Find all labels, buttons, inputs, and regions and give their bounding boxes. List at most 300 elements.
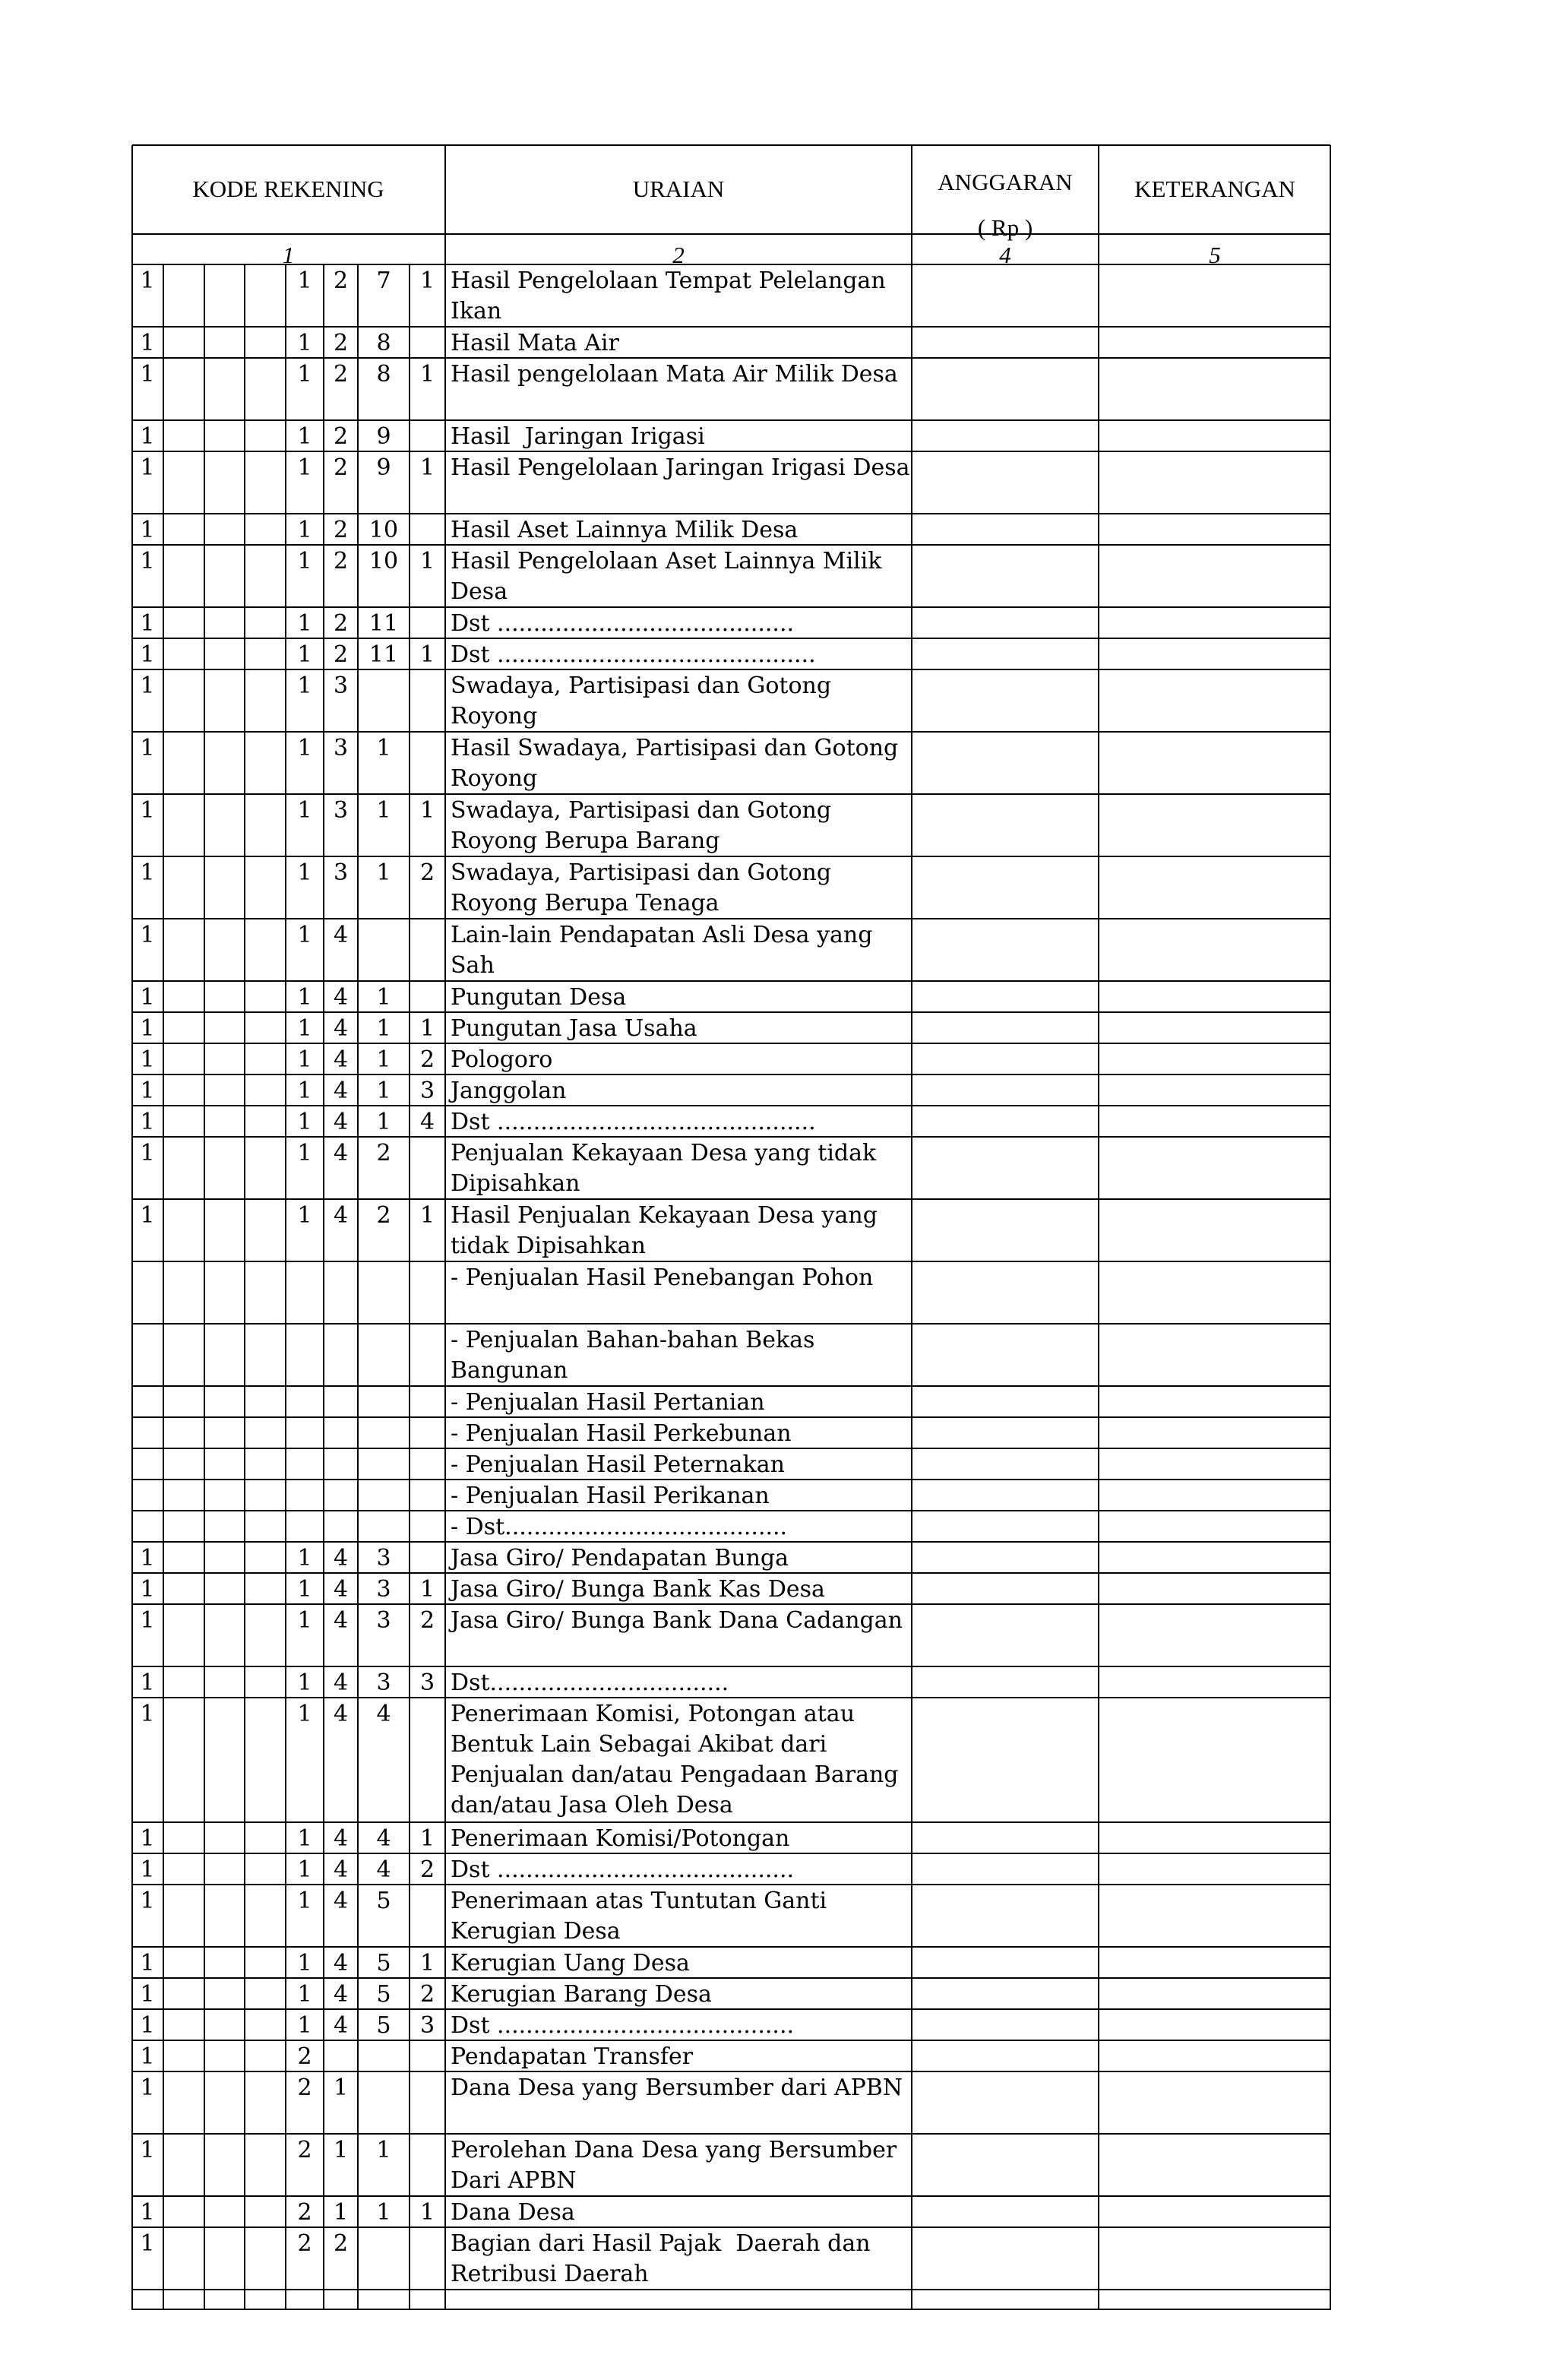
keterangan-cell (1099, 1698, 1331, 1822)
kode-digit-cell (204, 796, 245, 856)
kode-digit-cell (163, 1699, 204, 1822)
kode-digit-cell: 4 (419, 1109, 435, 1135)
keterangan-cell (1099, 1822, 1331, 1853)
anggaran-cell (912, 638, 1099, 669)
kode-digit-cell (204, 671, 245, 732)
kode-digit-cell: 4 (376, 1856, 391, 1883)
kode-digit-cell: 1 (297, 517, 312, 543)
uraian-cell: Pungutan Jasa Usaha (451, 1015, 697, 1042)
uraian-cell: Hasil pengelolaan Mata Air Milik Desa (451, 361, 898, 388)
kode-digit-cell: 1 (140, 610, 155, 637)
kode-digit-cell (163, 422, 204, 451)
kode-digit-cell: 10 (368, 548, 399, 574)
anggaran-cell (912, 2227, 1099, 2290)
kode-digit-cell: 1 (140, 922, 155, 948)
kode-digit-cell (410, 422, 445, 451)
kode-digit-cell (410, 983, 445, 1012)
anggaran-cell (912, 1822, 1099, 1853)
uraian-cell: Swadaya, Partisipasi dan Gotong Royong Berupa Tenaga (451, 859, 839, 916)
kode-digit-cell (204, 1388, 245, 1417)
kode-digit-cell (204, 1606, 245, 1666)
kode-digit-cell (245, 1201, 286, 1261)
uraian-cell: Swadaya, Partisipasi dan Gotong Royong Berupa Barang (451, 797, 839, 854)
kode-digit-cell (410, 1512, 445, 1542)
uraian-cell: - Penjualan Bahan-bahan Bekas Bangunan (451, 1327, 822, 1384)
kode-digit-cell: 1 (297, 797, 312, 824)
uraian-cell: Bagian dari Hasil Pajak Daerah dan Retribusi Daerah (451, 2230, 878, 2287)
kode-digit-cell (163, 546, 204, 607)
kode-digit-cell: 1 (297, 1607, 312, 1634)
kode-digit-cell: 2 (333, 641, 349, 668)
anggaran-cell (912, 545, 1099, 607)
kode-digit-cell (286, 1450, 324, 1480)
anggaran-cell (912, 2009, 1099, 2040)
kode-digit-cell: 1 (419, 1015, 435, 1042)
kode-digit-cell (204, 2042, 245, 2071)
kode-digit-cell (204, 1014, 245, 1043)
kode-digit-cell: 2 (419, 1607, 435, 1634)
kode-digit-cell (131, 1481, 163, 1511)
kode-digit-cell (204, 453, 245, 514)
uraian-cell: Hasil Pengelolaan Jaringan Irigasi Desa (451, 454, 910, 481)
kode-digit-cell (324, 1325, 358, 1386)
kode-digit-cell: 10 (368, 517, 399, 543)
kode-digit-cell: 1 (140, 1140, 155, 1166)
kode-digit-cell (286, 1419, 324, 1448)
keterangan-cell (1099, 638, 1331, 669)
kode-digit-cell (204, 920, 245, 981)
kode-digit-cell (163, 1263, 204, 1324)
kode-digit-cell (163, 1419, 204, 1448)
anggaran-cell (912, 1480, 1099, 1511)
kode-digit-cell: 1 (140, 641, 155, 668)
kode-digit-cell (163, 1886, 204, 1947)
keterangan-cell (1099, 981, 1331, 1012)
kode-digit-cell (204, 733, 245, 794)
kode-digit-cell: 5 (376, 1888, 391, 1914)
column-number-uraian: 2 (672, 242, 685, 264)
kode-digit-cell: 3 (376, 1576, 391, 1603)
kode-digit-cell: 4 (333, 1202, 349, 1229)
kode-digit-cell (324, 1481, 358, 1511)
kode-digit-cell (245, 515, 286, 545)
kode-digit-cell (245, 1855, 286, 1885)
kode-digit-cell: 1 (140, 1109, 155, 1135)
kode-digit-cell (245, 2229, 286, 2290)
uraian-cell: Penerimaan Komisi/Potongan (451, 1825, 790, 1852)
kode-digit-cell (204, 1076, 245, 1106)
kode-digit-cell: 3 (333, 673, 349, 699)
kode-digit-cell: 1 (297, 1545, 312, 1571)
kode-digit-cell: 1 (297, 361, 312, 388)
kode-digit-cell: 1 (140, 2199, 155, 2226)
kode-digit-cell (358, 671, 410, 732)
kode-digit-cell (163, 1325, 204, 1386)
kode-digit-cell (410, 2229, 445, 2290)
kode-digit-cell: 4 (333, 2012, 349, 2039)
uraian-cell: Perolehan Dana Desa yang Bersumber Dari APBN (451, 2137, 904, 2194)
kode-digit-cell: 1 (297, 1669, 312, 1696)
uraian-cell: Kerugian Barang Desa (451, 1981, 712, 2008)
kode-digit-cell (245, 983, 286, 1012)
kode-digit-cell: 1 (376, 797, 391, 824)
kode-digit-cell (163, 733, 204, 794)
uraian-cell: Dst................................. (451, 1669, 729, 1696)
column-number-kode: 1 (282, 242, 295, 264)
uraian-cell: Pungutan Desa (451, 984, 627, 1011)
kode-digit-cell (286, 1512, 324, 1542)
kode-digit-cell: 1 (297, 423, 312, 450)
anggaran-cell (912, 2071, 1099, 2134)
kode-digit-cell (410, 609, 445, 638)
header-anggaran-unit: ( Rp ) (977, 214, 1033, 241)
kode-digit-cell (204, 1575, 245, 1604)
kode-digit-cell: 4 (333, 1607, 349, 1634)
kode-digit-cell (245, 671, 286, 732)
kode-digit-cell: 1 (297, 1856, 312, 1883)
kode-digit-cell (204, 1824, 245, 1853)
kode-digit-cell (245, 1107, 286, 1137)
kode-digit-cell: 1 (140, 1607, 155, 1634)
kode-digit-cell: 1 (376, 1046, 391, 1073)
kode-digit-cell (131, 1325, 163, 1386)
kode-digit-cell: 1 (140, 1701, 155, 1727)
header-anggaran: ANGGARAN (938, 169, 1073, 195)
kode-digit-cell (410, 1138, 445, 1199)
keterangan-cell (1099, 2009, 1331, 2040)
kode-digit-cell: 4 (376, 1825, 391, 1852)
kode-digit-cell: 2 (333, 517, 349, 543)
kode-digit-cell (163, 1948, 204, 1978)
kode-digit-cell (163, 1543, 204, 1573)
kode-digit-cell: 2 (297, 2075, 312, 2101)
kode-digit-cell: 1 (140, 1545, 155, 1571)
keterangan-cell (1099, 1386, 1331, 1417)
anggaran-cell (912, 856, 1099, 919)
kode-digit-cell (358, 2042, 410, 2071)
kode-digit-cell (410, 671, 445, 732)
kode-digit-cell (204, 640, 245, 669)
anggaran-cell (912, 1666, 1099, 1698)
kode-digit-cell (245, 1948, 286, 1978)
anggaran-cell (912, 1978, 1099, 2009)
kode-digit-cell: 1 (419, 1950, 435, 1976)
uraian-cell: Hasil Pengelolaan Aset Lainnya Milik Desa (451, 548, 889, 605)
kode-digit-cell: 5 (376, 1981, 391, 2008)
anggaran-cell (912, 1698, 1099, 1822)
kode-digit-cell (245, 1980, 286, 2009)
header-kode-rekening: KODE REKENING (192, 176, 384, 202)
kode-digit-cell (324, 1512, 358, 1542)
uraian-cell: Dana Desa yang Bersumber dari APBN (451, 2075, 903, 2101)
kode-digit-cell: 1 (376, 1015, 391, 1042)
kode-digit-cell: 1 (376, 2137, 391, 2163)
anggaran-cell (912, 1573, 1099, 1604)
kode-digit-cell: 4 (333, 1140, 349, 1166)
kode-digit-cell (163, 671, 204, 732)
kode-digit-cell (245, 733, 286, 794)
kode-digit-cell (204, 1481, 245, 1511)
kode-digit-cell (245, 796, 286, 856)
uraian-cell: Penjualan Kekayaan Desa yang tidak Dipisahkan (451, 1140, 884, 1197)
kode-digit-cell (410, 733, 445, 794)
anggaran-cell (912, 420, 1099, 451)
kode-digit-cell (245, 640, 286, 669)
uraian-cell: Dst ............................................ (451, 1109, 816, 1135)
kode-digit-cell: 1 (297, 1015, 312, 1042)
keterangan-cell (1099, 732, 1331, 794)
kode-digit-cell: 2 (297, 2043, 312, 2070)
kode-digit-cell: 1 (297, 610, 312, 637)
anggaran-cell (912, 1542, 1099, 1573)
kode-digit-cell (245, 1512, 286, 1542)
kode-digit-cell (358, 1263, 410, 1324)
anggaran-cell (912, 1074, 1099, 1106)
kode-digit-cell: 8 (376, 330, 391, 356)
kode-digit-cell: 1 (419, 1576, 435, 1603)
kode-digit-cell (324, 1388, 358, 1417)
kode-digit-cell: 1 (140, 1046, 155, 1073)
kode-digit-cell: 1 (376, 1109, 391, 1135)
anggaran-cell (912, 264, 1099, 327)
kode-digit-cell: 2 (333, 267, 349, 294)
keterangan-cell (1099, 794, 1331, 856)
kode-digit-cell: 1 (297, 673, 312, 699)
kode-digit-cell (204, 2135, 245, 2196)
kode-digit-cell: 4 (333, 1825, 349, 1852)
kode-digit-cell (245, 1138, 286, 1199)
kode-digit-cell: 4 (376, 1701, 391, 1727)
kode-digit-cell (204, 1263, 245, 1324)
kode-digit-cell (163, 920, 204, 981)
kode-digit-cell (204, 2229, 245, 2290)
kode-digit-cell (163, 2135, 204, 2196)
kode-digit-cell (163, 1014, 204, 1043)
kode-digit-cell: 4 (333, 1545, 349, 1571)
kode-digit-cell: 7 (376, 267, 391, 294)
kode-digit-cell: 4 (333, 1015, 349, 1042)
kode-digit-cell (204, 1325, 245, 1386)
uraian-cell: Hasil Mata Air (451, 330, 619, 356)
kode-digit-cell: 2 (333, 361, 349, 388)
anggaran-cell (912, 607, 1099, 638)
kode-digit-cell (245, 2135, 286, 2196)
kode-digit-cell (324, 2042, 358, 2071)
keterangan-cell (1099, 669, 1331, 732)
kode-digit-cell (204, 1948, 245, 1978)
kode-digit-cell (358, 2073, 410, 2134)
uraian-cell: Hasil Pengelolaan Tempat Pelelangan Ikan (451, 267, 893, 324)
kode-digit-cell (163, 359, 204, 420)
kode-digit-cell: 1 (140, 2230, 155, 2257)
anggaran-cell (912, 794, 1099, 856)
kode-digit-cell (204, 1450, 245, 1480)
keterangan-cell (1099, 2040, 1331, 2071)
keterangan-cell (1099, 2071, 1331, 2134)
anggaran-cell (912, 1261, 1099, 1324)
kode-digit-cell (204, 609, 245, 638)
anggaran-cell (912, 1511, 1099, 1542)
kode-digit-cell (163, 1388, 204, 1417)
anggaran-cell (912, 1386, 1099, 1417)
uraian-cell: Pologoro (451, 1046, 553, 1073)
kode-digit-cell (204, 266, 245, 327)
kode-digit-cell (410, 2073, 445, 2134)
kode-digit-cell: 4 (333, 984, 349, 1011)
kode-digit-cell (204, 1138, 245, 1199)
kode-digit-cell (358, 1388, 410, 1417)
anggaran-cell (912, 2196, 1099, 2227)
kode-digit-cell (358, 1512, 410, 1542)
kode-digit-cell: 1 (140, 859, 155, 886)
kode-digit-cell (245, 1263, 286, 1324)
kode-digit-cell (204, 1699, 245, 1822)
keterangan-cell (1099, 2196, 1331, 2227)
kode-digit-cell (245, 1575, 286, 1604)
kode-digit-cell: 1 (419, 454, 435, 481)
kode-digit-cell: 1 (140, 2137, 155, 2163)
kode-digit-cell (410, 1325, 445, 1386)
kode-digit-cell: 1 (140, 2012, 155, 2039)
uraian-cell: Hasil Jaringan Irigasi (451, 423, 705, 450)
kode-digit-cell (410, 1450, 445, 1480)
uraian-cell: Hasil Penjualan Kekayaan Desa yang tidak Dipisahkan (451, 1202, 885, 1259)
kode-digit-cell (245, 1450, 286, 1480)
anggaran-cell (912, 732, 1099, 794)
anggaran-cell (912, 1885, 1099, 1947)
kode-digit-cell: 8 (376, 361, 391, 388)
kode-digit-cell (163, 2042, 204, 2071)
kode-digit-cell (204, 515, 245, 545)
kode-digit-cell (163, 1076, 204, 1106)
kode-digit-cell: 2 (419, 859, 435, 886)
kode-digit-cell (245, 328, 286, 358)
kode-digit-cell: 2 (333, 610, 349, 637)
kode-digit-cell (204, 1543, 245, 1573)
kode-digit-cell: 3 (333, 859, 349, 886)
anggaran-cell (912, 1199, 1099, 1261)
kode-digit-cell: 1 (297, 1888, 312, 1914)
kode-digit-cell (245, 266, 286, 327)
kode-digit-cell (204, 1107, 245, 1137)
uraian-cell: Lain-lain Pendapatan Asli Desa yang Sah (451, 922, 881, 979)
kode-digit-cell: 2 (297, 2230, 312, 2257)
kode-digit-cell (358, 2229, 410, 2290)
kode-digit-cell (324, 1419, 358, 1448)
kode-digit-cell: 1 (297, 1046, 312, 1073)
kode-digit-cell (204, 2073, 245, 2134)
kode-digit-cell (204, 1855, 245, 1885)
kode-digit-cell: 2 (333, 330, 349, 356)
keterangan-cell (1099, 1947, 1331, 1978)
kode-digit-cell (131, 1388, 163, 1417)
kode-digit-cell: 1 (140, 1202, 155, 1229)
keterangan-cell (1099, 919, 1331, 981)
kode-digit-cell: 1 (140, 1015, 155, 1042)
anggaran-cell (912, 2040, 1099, 2071)
kode-digit-cell: 1 (376, 984, 391, 1011)
kode-digit-cell: 2 (333, 423, 349, 450)
kode-digit-cell: 4 (333, 1078, 349, 1104)
kode-digit-cell (245, 1699, 286, 1822)
kode-digit-cell (286, 1263, 324, 1324)
kode-digit-cell: 1 (376, 1078, 391, 1104)
kode-digit-cell: 1 (140, 1981, 155, 2008)
kode-digit-cell (163, 858, 204, 919)
kode-digit-cell (204, 328, 245, 358)
kode-digit-cell: 3 (419, 1078, 435, 1104)
keterangan-cell (1099, 1978, 1331, 2009)
keterangan-cell (1099, 1261, 1331, 1324)
keterangan-cell (1099, 1012, 1331, 1043)
keterangan-cell (1099, 1573, 1331, 1604)
keterangan-cell (1099, 327, 1331, 358)
kode-digit-cell (163, 983, 204, 1012)
kode-digit-cell: 1 (419, 641, 435, 668)
column-number-anggaran: 4 (999, 242, 1011, 264)
kode-digit-cell: 4 (333, 1856, 349, 1883)
kode-digit-cell (358, 1325, 410, 1386)
kode-digit-cell: 2 (297, 2199, 312, 2226)
kode-digit-cell (163, 2073, 204, 2134)
kode-digit-cell (163, 266, 204, 327)
kode-digit-cell (286, 1325, 324, 1386)
kode-digit-cell: 1 (297, 1825, 312, 1852)
kode-digit-cell: 1 (297, 859, 312, 886)
keterangan-cell (1099, 2227, 1331, 2290)
anggaran-cell (912, 1106, 1099, 1137)
kode-digit-cell (245, 359, 286, 420)
kode-digit-cell (410, 515, 445, 545)
uraian-cell: Swadaya, Partisipasi dan Gotong Royong (451, 673, 839, 730)
anggaran-cell (912, 1012, 1099, 1043)
anggaran-cell (912, 919, 1099, 981)
kode-digit-cell: 1 (140, 673, 155, 699)
anggaran-cell (912, 1137, 1099, 1199)
kode-digit-cell: 2 (419, 1856, 435, 1883)
kode-digit-cell (245, 1481, 286, 1511)
kode-digit-cell: 3 (333, 797, 349, 824)
uraian-cell: Dana Desa (451, 2199, 575, 2226)
kode-digit-cell (204, 1201, 245, 1261)
kode-digit-cell (163, 1138, 204, 1199)
kode-digit-cell: 1 (376, 859, 391, 886)
kode-digit-cell: 1 (419, 797, 435, 824)
kode-digit-cell: 1 (140, 517, 155, 543)
kode-digit-cell: 2 (376, 1140, 391, 1166)
kode-digit-cell (245, 1325, 286, 1386)
kode-digit-cell: 1 (297, 735, 312, 761)
kode-digit-cell: 1 (333, 2137, 349, 2163)
kode-digit-cell: 1 (297, 267, 312, 294)
kode-digit-cell: 2 (419, 1046, 435, 1073)
kode-digit-cell (163, 1481, 204, 1511)
kode-digit-cell (163, 1824, 204, 1853)
uraian-cell: Dst ............................................ (451, 641, 816, 668)
kode-digit-cell: 1 (140, 1669, 155, 1696)
kode-digit-cell (410, 1886, 445, 1947)
kode-digit-cell: 1 (140, 797, 155, 824)
kode-digit-cell (204, 359, 245, 420)
kode-digit-cell (204, 983, 245, 1012)
kode-digit-cell: 1 (140, 1576, 155, 1603)
kode-digit-cell (410, 1263, 445, 1324)
kode-digit-cell: 1 (140, 361, 155, 388)
kode-digit-cell: 1 (140, 548, 155, 574)
kode-digit-cell: 2 (333, 454, 349, 481)
kode-digit-cell: 1 (419, 361, 435, 388)
kode-digit-cell: 2 (333, 2230, 349, 2257)
